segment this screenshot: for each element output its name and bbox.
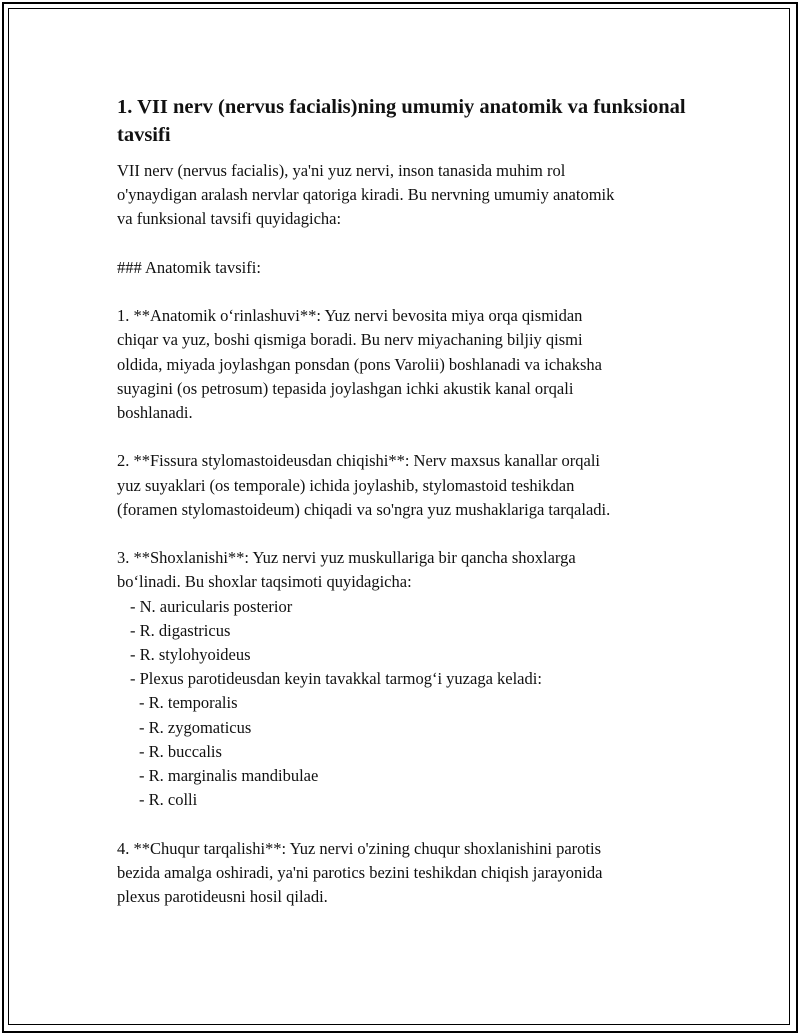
branch-item: - Plexus parotideusdan keyin tavakkal tarmog‘i yuzaga keladi: [130,669,542,689]
sub-branch-item: - R. colli [139,790,198,810]
text-line: VII nerv (nervus facialis), ya'ni yuz nervi, inson tanasida muhim rol [117,161,566,180]
sub-branch-item: - R. zygomaticus [139,717,252,737]
text-line: chiqar va yuz, boshi qismiga boradi. Bu nerv miyachaning biljiy qismi [117,330,583,350]
text-line: 3. **Shoxlanishi**: Yuz nervi yuz muskullariga bir qancha shoxlarga [117,548,576,568]
text-line: bezida amalga oshiradi, ya'ni parotics bezini teshikdan chiqish jarayonida [117,862,603,882]
section-heading: ### Anatomik tavsifi: [117,257,261,277]
text-line: (foramen stylomastoideum) chiqadi va so'ngra yuz mushaklariga tarqaladi. [117,499,611,519]
document-title: 1. VII nerv (nervus facialis)ning umumiy anatomik va funksional tavsifi [117,96,686,146]
list-item-3 [117,546,697,812]
list-item-4 [117,837,697,910]
branch-item: - R. digastricus [130,620,231,640]
intro-paragraph [117,159,697,232]
sub-branch-item: - R. temporalis [139,693,238,713]
text-line: suyagini (os petrosum) tepasida joylashgan ichki akustik kanal orqali [117,378,574,398]
text-line: 1. **Anatomik o‘rinlashuvi**: Yuz nervi bevosita miya orqa qismidan [117,306,583,326]
text-line: va funksional tavsifi quyidagicha: [117,209,342,229]
text-line: bo‘linadi. Bu shoxlar taqsimoti quyidagicha: [117,572,412,592]
branch-item: - R. stylohyoideus [130,645,251,664]
sub-branch-item: - R. buccalis [139,741,222,761]
text-line: boshlanadi. [117,403,193,422]
sub-branch-item: - R. marginalis mandibulae [139,766,319,786]
text-line: oldida, miyada joylashgan ponsdan (pons Varolii) boshlanadi va ichaksha [117,354,602,374]
list-item-2 [117,449,697,522]
text-line: yuz suyaklari (os temporale) ichida joylashib, stylomastoid teshikdan [117,475,575,495]
text-line: plexus parotideusni hosil qiladi. [117,887,328,907]
branch-item: - N. auricularis posterior [130,596,293,616]
text-line: 4. **Chuqur tarqalishi**: Yuz nervi o'zining chuqur shoxlanishini parotis [117,838,602,858]
text-line: 2. **Fissura stylomastoideusdan chiqishi**: Nerv maxsus kanallar orqali [117,451,601,471]
list-item-1 [117,304,697,425]
text-line: o'ynaydigan aralash nervlar qatoriga kiradi. Bu nervning umumiy anatomik [117,185,615,205]
document-body [117,93,697,909]
